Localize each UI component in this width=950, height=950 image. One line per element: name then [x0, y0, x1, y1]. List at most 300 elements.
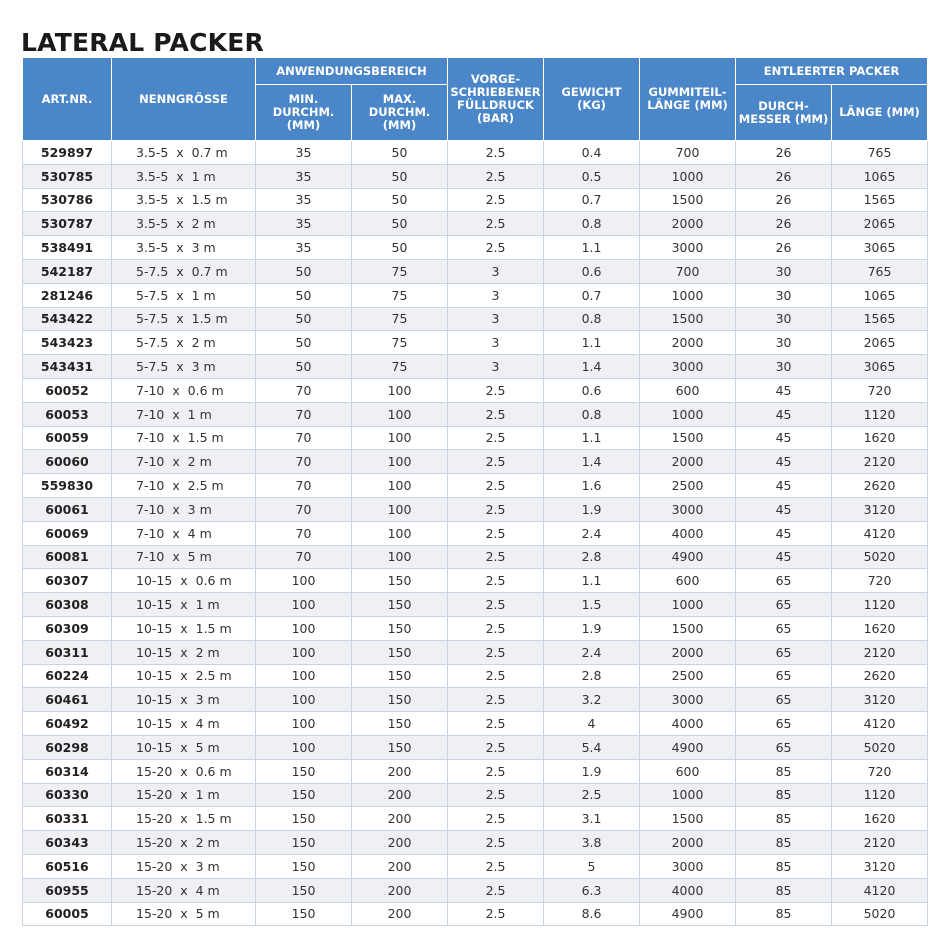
cell-durchmesser: 85 — [736, 783, 832, 807]
header-min-durchm: MIN. DURCHM. (MM) — [256, 85, 352, 141]
cell-gewicht: 2.4 — [544, 521, 640, 545]
cell-durchmesser: 26 — [736, 212, 832, 236]
cell-min-durchm: 70 — [256, 521, 352, 545]
cell-art-nr: 60955 — [23, 878, 112, 902]
cell-art-nr: 60005 — [23, 902, 112, 926]
cell-max-durchm: 150 — [352, 712, 448, 736]
cell-gewicht: 1.4 — [544, 355, 640, 379]
table-row — [23, 236, 928, 260]
cell-durchmesser: 26 — [736, 141, 832, 165]
cell-gewicht: 8.6 — [544, 902, 640, 926]
cell-durchmesser: 65 — [736, 593, 832, 617]
table-row — [23, 402, 928, 426]
cell-max-durchm: 50 — [352, 236, 448, 260]
cell-max-durchm: 150 — [352, 593, 448, 617]
cell-min-durchm: 70 — [256, 474, 352, 498]
cell-gummiteil-laenge: 4000 — [640, 878, 736, 902]
cell-fuelldruck: 2.5 — [448, 141, 544, 165]
cell-art-nr: 60061 — [23, 497, 112, 521]
cell-art-nr: 60069 — [23, 521, 112, 545]
cell-laenge: 1120 — [832, 593, 928, 617]
cell-max-durchm: 75 — [352, 259, 448, 283]
cell-fuelldruck: 2.5 — [448, 497, 544, 521]
cell-nenngroesse: 7-10 x 4 m — [112, 521, 256, 545]
cell-gewicht: 1.1 — [544, 236, 640, 260]
table-row — [23, 735, 928, 759]
cell-nenngroesse: 10-15 x 1 m — [112, 593, 256, 617]
cell-min-durchm: 35 — [256, 236, 352, 260]
cell-gewicht: 5 — [544, 854, 640, 878]
cell-laenge: 720 — [832, 569, 928, 593]
cell-gewicht: 1.9 — [544, 497, 640, 521]
cell-laenge: 5020 — [832, 735, 928, 759]
cell-min-durchm: 150 — [256, 854, 352, 878]
cell-gummiteil-laenge: 3000 — [640, 854, 736, 878]
cell-nenngroesse: 7-10 x 0.6 m — [112, 378, 256, 402]
cell-durchmesser: 85 — [736, 831, 832, 855]
table-row — [23, 212, 928, 236]
table-row — [23, 141, 928, 165]
cell-gummiteil-laenge: 1000 — [640, 593, 736, 617]
cell-max-durchm: 150 — [352, 688, 448, 712]
cell-gewicht: 2.8 — [544, 545, 640, 569]
cell-nenngroesse: 10-15 x 2.5 m — [112, 664, 256, 688]
cell-durchmesser: 85 — [736, 807, 832, 831]
cell-nenngroesse: 10-15 x 5 m — [112, 735, 256, 759]
cell-art-nr: 543422 — [23, 307, 112, 331]
cell-art-nr: 60060 — [23, 450, 112, 474]
cell-min-durchm: 70 — [256, 402, 352, 426]
cell-nenngroesse: 3.5-5 x 1.5 m — [112, 188, 256, 212]
table-body — [23, 141, 928, 926]
cell-durchmesser: 65 — [736, 664, 832, 688]
cell-min-durchm: 70 — [256, 450, 352, 474]
cell-nenngroesse: 7-10 x 1 m — [112, 402, 256, 426]
cell-max-durchm: 200 — [352, 854, 448, 878]
cell-max-durchm: 75 — [352, 307, 448, 331]
cell-nenngroesse: 15-20 x 3 m — [112, 854, 256, 878]
cell-laenge: 1565 — [832, 188, 928, 212]
cell-gewicht: 0.6 — [544, 259, 640, 283]
cell-min-durchm: 50 — [256, 355, 352, 379]
cell-max-durchm: 100 — [352, 545, 448, 569]
cell-durchmesser: 45 — [736, 402, 832, 426]
cell-art-nr: 60461 — [23, 688, 112, 712]
cell-durchmesser: 30 — [736, 331, 832, 355]
cell-fuelldruck: 2.5 — [448, 426, 544, 450]
cell-fuelldruck: 2.5 — [448, 212, 544, 236]
cell-durchmesser: 65 — [736, 616, 832, 640]
cell-fuelldruck: 2.5 — [448, 807, 544, 831]
cell-laenge: 2120 — [832, 450, 928, 474]
cell-durchmesser: 65 — [736, 712, 832, 736]
cell-max-durchm: 150 — [352, 735, 448, 759]
cell-laenge: 3065 — [832, 355, 928, 379]
header-durchmesser: DURCH- MESSER (MM) — [736, 85, 832, 141]
cell-min-durchm: 100 — [256, 640, 352, 664]
cell-gewicht: 1.1 — [544, 569, 640, 593]
cell-nenngroesse: 5-7.5 x 2 m — [112, 331, 256, 355]
cell-durchmesser: 26 — [736, 188, 832, 212]
cell-laenge: 765 — [832, 141, 928, 165]
cell-laenge: 1065 — [832, 164, 928, 188]
table-row — [23, 593, 928, 617]
cell-fuelldruck: 2.5 — [448, 759, 544, 783]
cell-nenngroesse: 10-15 x 2 m — [112, 640, 256, 664]
cell-fuelldruck: 2.5 — [448, 450, 544, 474]
table-row — [23, 878, 928, 902]
cell-laenge: 5020 — [832, 902, 928, 926]
cell-art-nr: 60309 — [23, 616, 112, 640]
cell-max-durchm: 200 — [352, 783, 448, 807]
cell-laenge: 2620 — [832, 664, 928, 688]
table-header — [23, 58, 928, 141]
cell-laenge: 4120 — [832, 521, 928, 545]
cell-laenge: 2065 — [832, 331, 928, 355]
cell-max-durchm: 100 — [352, 402, 448, 426]
cell-min-durchm: 150 — [256, 902, 352, 926]
cell-gewicht: 3.1 — [544, 807, 640, 831]
cell-laenge: 3120 — [832, 497, 928, 521]
cell-min-durchm: 100 — [256, 593, 352, 617]
cell-fuelldruck: 3 — [448, 331, 544, 355]
cell-laenge: 4120 — [832, 712, 928, 736]
cell-gummiteil-laenge: 4900 — [640, 902, 736, 926]
cell-min-durchm: 50 — [256, 283, 352, 307]
cell-gewicht: 6.3 — [544, 878, 640, 902]
cell-gummiteil-laenge: 1500 — [640, 307, 736, 331]
cell-art-nr: 281246 — [23, 283, 112, 307]
cell-gummiteil-laenge: 700 — [640, 141, 736, 165]
cell-max-durchm: 75 — [352, 331, 448, 355]
cell-nenngroesse: 15-20 x 0.6 m — [112, 759, 256, 783]
cell-gummiteil-laenge: 600 — [640, 569, 736, 593]
cell-fuelldruck: 2.5 — [448, 735, 544, 759]
cell-laenge: 3065 — [832, 236, 928, 260]
cell-gewicht: 1.9 — [544, 759, 640, 783]
table-row — [23, 259, 928, 283]
cell-gewicht: 0.7 — [544, 283, 640, 307]
cell-max-durchm: 150 — [352, 616, 448, 640]
cell-fuelldruck: 2.5 — [448, 378, 544, 402]
cell-gummiteil-laenge: 2500 — [640, 474, 736, 498]
header-gewicht: GEWICHT (KG) — [544, 58, 640, 141]
table-row — [23, 474, 928, 498]
cell-gewicht: 1.1 — [544, 331, 640, 355]
cell-fuelldruck: 3 — [448, 355, 544, 379]
cell-laenge: 720 — [832, 378, 928, 402]
cell-fuelldruck: 2.5 — [448, 712, 544, 736]
header-nenngroesse: NENNGRÖSSE — [112, 58, 256, 141]
cell-min-durchm: 50 — [256, 307, 352, 331]
cell-fuelldruck: 3 — [448, 307, 544, 331]
cell-nenngroesse: 7-10 x 2.5 m — [112, 474, 256, 498]
cell-gummiteil-laenge: 4000 — [640, 712, 736, 736]
cell-art-nr: 60298 — [23, 735, 112, 759]
cell-min-durchm: 100 — [256, 712, 352, 736]
table-row — [23, 545, 928, 569]
cell-art-nr: 60311 — [23, 640, 112, 664]
cell-laenge: 765 — [832, 259, 928, 283]
cell-nenngroesse: 15-20 x 4 m — [112, 878, 256, 902]
cell-gummiteil-laenge: 2000 — [640, 640, 736, 664]
cell-art-nr: 60343 — [23, 831, 112, 855]
header-gummiteil-laenge: GUMMITEIL- LÄNGE (MM) — [640, 58, 736, 141]
cell-gummiteil-laenge: 3000 — [640, 497, 736, 521]
cell-durchmesser: 26 — [736, 236, 832, 260]
cell-max-durchm: 100 — [352, 450, 448, 474]
table-row — [23, 307, 928, 331]
cell-nenngroesse: 5-7.5 x 0.7 m — [112, 259, 256, 283]
cell-nenngroesse: 7-10 x 1.5 m — [112, 426, 256, 450]
cell-gewicht: 2.8 — [544, 664, 640, 688]
cell-art-nr: 60492 — [23, 712, 112, 736]
cell-durchmesser: 45 — [736, 545, 832, 569]
header-laenge: LÄNGE (MM) — [832, 85, 928, 141]
cell-laenge: 1120 — [832, 402, 928, 426]
cell-max-durchm: 100 — [352, 426, 448, 450]
cell-fuelldruck: 2.5 — [448, 236, 544, 260]
cell-art-nr: 559830 — [23, 474, 112, 498]
cell-fuelldruck: 2.5 — [448, 402, 544, 426]
header-fuelldruck: VORGE- SCHRIEBENER FÜLLDRUCK (BAR) — [448, 58, 544, 141]
cell-nenngroesse: 5-7.5 x 3 m — [112, 355, 256, 379]
cell-durchmesser: 45 — [736, 426, 832, 450]
cell-fuelldruck: 2.5 — [448, 164, 544, 188]
cell-max-durchm: 100 — [352, 521, 448, 545]
cell-fuelldruck: 2.5 — [448, 569, 544, 593]
table-row — [23, 331, 928, 355]
cell-art-nr: 60053 — [23, 402, 112, 426]
table-row — [23, 355, 928, 379]
cell-laenge: 2120 — [832, 831, 928, 855]
cell-gummiteil-laenge: 3000 — [640, 236, 736, 260]
cell-min-durchm: 100 — [256, 735, 352, 759]
cell-durchmesser: 65 — [736, 688, 832, 712]
table-row — [23, 807, 928, 831]
cell-laenge: 1065 — [832, 283, 928, 307]
cell-nenngroesse: 5-7.5 x 1.5 m — [112, 307, 256, 331]
cell-fuelldruck: 3 — [448, 259, 544, 283]
cell-nenngroesse: 10-15 x 0.6 m — [112, 569, 256, 593]
cell-gummiteil-laenge: 600 — [640, 759, 736, 783]
cell-durchmesser: 65 — [736, 569, 832, 593]
cell-nenngroesse: 3.5-5 x 0.7 m — [112, 141, 256, 165]
cell-fuelldruck: 2.5 — [448, 188, 544, 212]
cell-max-durchm: 100 — [352, 378, 448, 402]
cell-min-durchm: 35 — [256, 141, 352, 165]
cell-art-nr: 543431 — [23, 355, 112, 379]
cell-gummiteil-laenge: 1500 — [640, 426, 736, 450]
cell-durchmesser: 30 — [736, 283, 832, 307]
cell-laenge: 1620 — [832, 426, 928, 450]
table-row — [23, 712, 928, 736]
cell-fuelldruck: 2.5 — [448, 902, 544, 926]
cell-fuelldruck: 2.5 — [448, 474, 544, 498]
cell-gewicht: 3.2 — [544, 688, 640, 712]
table-row — [23, 831, 928, 855]
cell-durchmesser: 45 — [736, 378, 832, 402]
header-art-nr: ART.NR. — [23, 58, 112, 141]
cell-art-nr: 60059 — [23, 426, 112, 450]
cell-durchmesser: 65 — [736, 640, 832, 664]
cell-max-durchm: 150 — [352, 569, 448, 593]
cell-gummiteil-laenge: 4900 — [640, 735, 736, 759]
cell-art-nr: 530785 — [23, 164, 112, 188]
cell-gummiteil-laenge: 3000 — [640, 355, 736, 379]
cell-gummiteil-laenge: 3000 — [640, 688, 736, 712]
cell-durchmesser: 85 — [736, 759, 832, 783]
cell-laenge: 2065 — [832, 212, 928, 236]
cell-min-durchm: 150 — [256, 783, 352, 807]
cell-fuelldruck: 2.5 — [448, 521, 544, 545]
cell-min-durchm: 70 — [256, 426, 352, 450]
cell-min-durchm: 70 — [256, 497, 352, 521]
cell-min-durchm: 35 — [256, 188, 352, 212]
cell-gewicht: 5.4 — [544, 735, 640, 759]
cell-laenge: 1120 — [832, 783, 928, 807]
cell-nenngroesse: 5-7.5 x 1 m — [112, 283, 256, 307]
cell-nenngroesse: 7-10 x 5 m — [112, 545, 256, 569]
cell-fuelldruck: 2.5 — [448, 616, 544, 640]
cell-max-durchm: 200 — [352, 831, 448, 855]
cell-fuelldruck: 2.5 — [448, 878, 544, 902]
cell-fuelldruck: 3 — [448, 283, 544, 307]
cell-fuelldruck: 2.5 — [448, 688, 544, 712]
cell-gummiteil-laenge: 600 — [640, 378, 736, 402]
cell-gummiteil-laenge: 1000 — [640, 783, 736, 807]
cell-laenge: 5020 — [832, 545, 928, 569]
cell-laenge: 4120 — [832, 878, 928, 902]
cell-min-durchm: 100 — [256, 569, 352, 593]
table-row — [23, 497, 928, 521]
cell-fuelldruck: 2.5 — [448, 593, 544, 617]
cell-durchmesser: 30 — [736, 307, 832, 331]
cell-max-durchm: 200 — [352, 759, 448, 783]
cell-durchmesser: 30 — [736, 355, 832, 379]
cell-gewicht: 1.5 — [544, 593, 640, 617]
cell-nenngroesse: 10-15 x 3 m — [112, 688, 256, 712]
cell-max-durchm: 75 — [352, 355, 448, 379]
cell-art-nr: 60314 — [23, 759, 112, 783]
cell-gummiteil-laenge: 4900 — [640, 545, 736, 569]
cell-nenngroesse: 3.5-5 x 1 m — [112, 164, 256, 188]
cell-max-durchm: 200 — [352, 878, 448, 902]
cell-gummiteil-laenge: 2500 — [640, 664, 736, 688]
cell-max-durchm: 150 — [352, 664, 448, 688]
cell-art-nr: 60081 — [23, 545, 112, 569]
cell-durchmesser: 85 — [736, 902, 832, 926]
cell-laenge: 2620 — [832, 474, 928, 498]
cell-gewicht: 0.6 — [544, 378, 640, 402]
cell-min-durchm: 150 — [256, 759, 352, 783]
cell-max-durchm: 75 — [352, 283, 448, 307]
cell-laenge: 2120 — [832, 640, 928, 664]
table-row — [23, 688, 928, 712]
cell-min-durchm: 70 — [256, 545, 352, 569]
cell-gummiteil-laenge: 1000 — [640, 164, 736, 188]
table-row — [23, 426, 928, 450]
table-row — [23, 783, 928, 807]
cell-art-nr: 60330 — [23, 783, 112, 807]
table-row — [23, 759, 928, 783]
cell-gewicht: 1.1 — [544, 426, 640, 450]
cell-laenge: 720 — [832, 759, 928, 783]
cell-durchmesser: 85 — [736, 878, 832, 902]
cell-laenge: 1620 — [832, 616, 928, 640]
cell-nenngroesse: 15-20 x 1 m — [112, 783, 256, 807]
cell-art-nr: 60307 — [23, 569, 112, 593]
cell-gewicht: 0.4 — [544, 141, 640, 165]
header-max-durchm: MAX. DURCHM. (MM) — [352, 85, 448, 141]
cell-min-durchm: 100 — [256, 616, 352, 640]
table-row — [23, 521, 928, 545]
cell-min-durchm: 150 — [256, 878, 352, 902]
cell-durchmesser: 45 — [736, 474, 832, 498]
cell-fuelldruck: 2.5 — [448, 640, 544, 664]
cell-gummiteil-laenge: 1500 — [640, 807, 736, 831]
cell-min-durchm: 150 — [256, 831, 352, 855]
cell-durchmesser: 30 — [736, 259, 832, 283]
cell-min-durchm: 150 — [256, 807, 352, 831]
cell-gewicht: 1.4 — [544, 450, 640, 474]
cell-gummiteil-laenge: 1500 — [640, 616, 736, 640]
cell-gewicht: 0.7 — [544, 188, 640, 212]
cell-art-nr: 60516 — [23, 854, 112, 878]
cell-gummiteil-laenge: 2000 — [640, 831, 736, 855]
cell-fuelldruck: 2.5 — [448, 664, 544, 688]
cell-durchmesser: 65 — [736, 735, 832, 759]
cell-max-durchm: 100 — [352, 474, 448, 498]
cell-max-durchm: 200 — [352, 902, 448, 926]
cell-gummiteil-laenge: 1500 — [640, 188, 736, 212]
cell-nenngroesse: 3.5-5 x 2 m — [112, 212, 256, 236]
cell-gewicht: 0.8 — [544, 307, 640, 331]
table-row — [23, 640, 928, 664]
table-row — [23, 450, 928, 474]
cell-max-durchm: 150 — [352, 640, 448, 664]
cell-art-nr: 538491 — [23, 236, 112, 260]
cell-laenge: 3120 — [832, 688, 928, 712]
cell-nenngroesse: 7-10 x 2 m — [112, 450, 256, 474]
cell-gewicht: 0.8 — [544, 212, 640, 236]
cell-durchmesser: 85 — [736, 854, 832, 878]
cell-art-nr: 530787 — [23, 212, 112, 236]
cell-min-durchm: 35 — [256, 164, 352, 188]
table-row — [23, 283, 928, 307]
cell-nenngroesse: 10-15 x 4 m — [112, 712, 256, 736]
table-row — [23, 188, 928, 212]
cell-gummiteil-laenge: 1000 — [640, 402, 736, 426]
cell-gewicht: 2.4 — [544, 640, 640, 664]
cell-nenngroesse: 7-10 x 3 m — [112, 497, 256, 521]
cell-gummiteil-laenge: 4000 — [640, 521, 736, 545]
page-title: LATERAL PACKER — [21, 28, 264, 57]
cell-art-nr: 530786 — [23, 188, 112, 212]
cell-gewicht: 2.5 — [544, 783, 640, 807]
cell-durchmesser: 45 — [736, 497, 832, 521]
cell-gummiteil-laenge: 2000 — [640, 212, 736, 236]
cell-laenge: 1565 — [832, 307, 928, 331]
cell-durchmesser: 45 — [736, 450, 832, 474]
cell-gummiteil-laenge: 2000 — [640, 450, 736, 474]
cell-nenngroesse: 15-20 x 1.5 m — [112, 807, 256, 831]
cell-durchmesser: 26 — [736, 164, 832, 188]
cell-gummiteil-laenge: 1000 — [640, 283, 736, 307]
cell-gummiteil-laenge: 700 — [640, 259, 736, 283]
cell-nenngroesse: 10-15 x 1.5 m — [112, 616, 256, 640]
cell-max-durchm: 50 — [352, 141, 448, 165]
